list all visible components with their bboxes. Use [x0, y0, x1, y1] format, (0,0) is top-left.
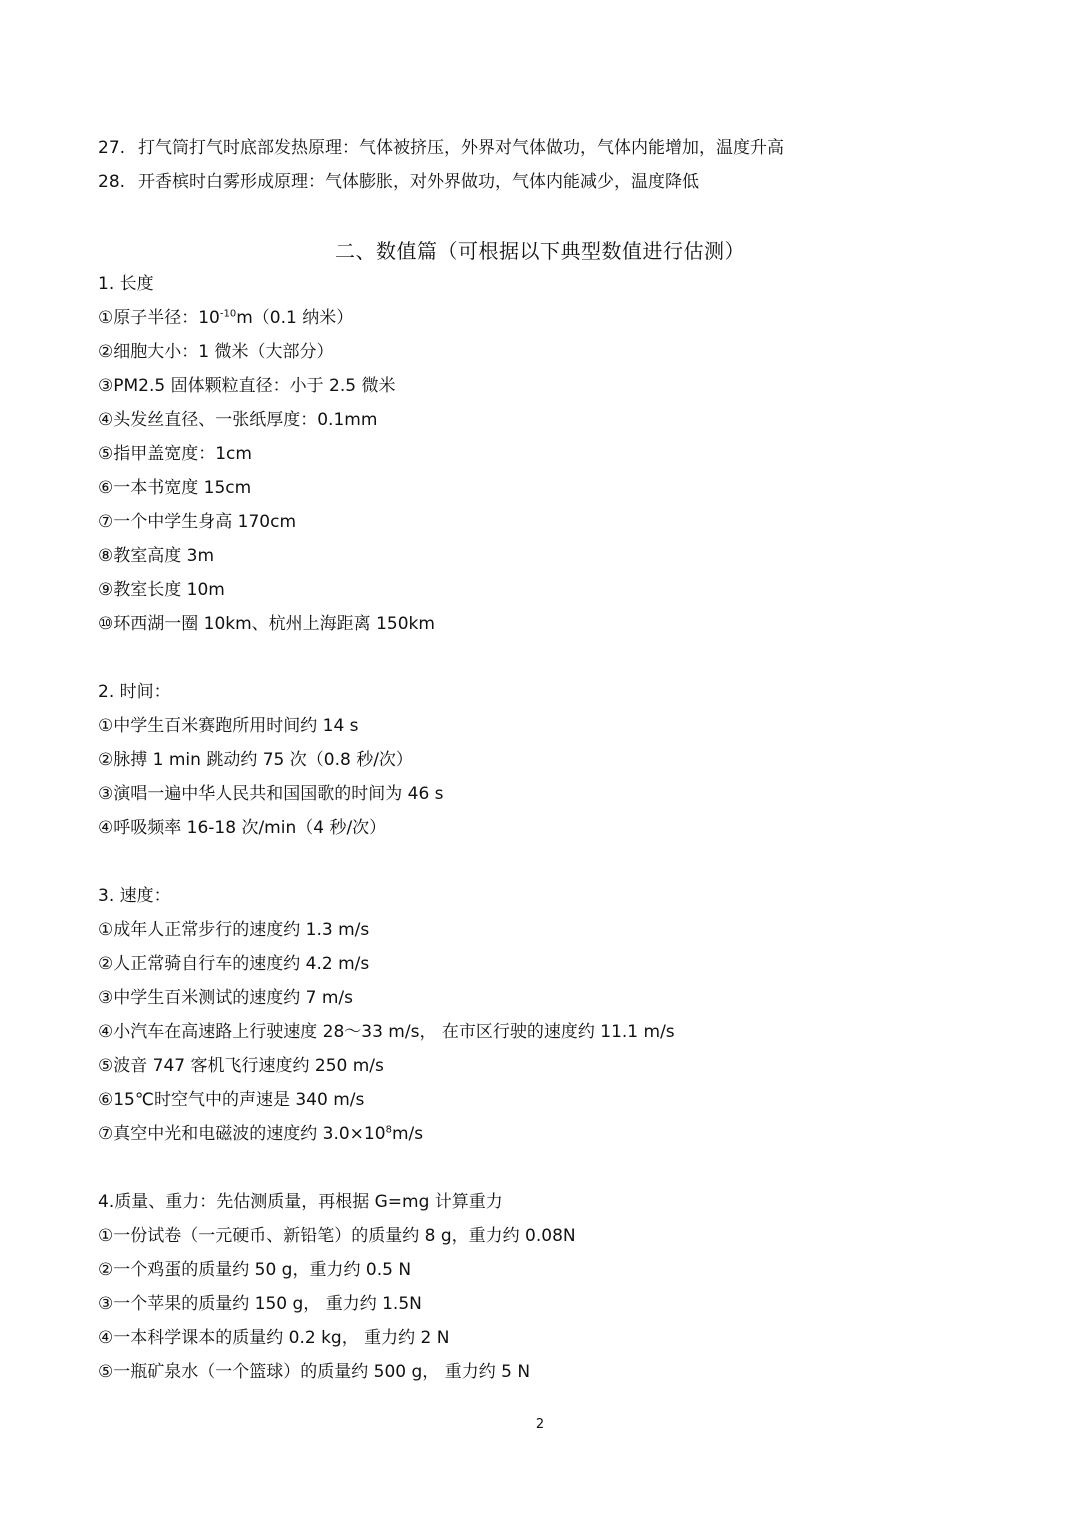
- speed-item-7-exponent: 8: [385, 1124, 392, 1136]
- mass-title: 4.质量、重力：先估测质量，再根据 G=mg 计算重力: [98, 1192, 503, 1212]
- speed-item-7: [98, 1122, 423, 1146]
- length-title: 1. 长度: [98, 274, 154, 294]
- length-item-8: ⑧教室高度 3m: [98, 546, 215, 566]
- time-item-2: ②脉搏 1 min 跳动约 75 次（0.8 秒/次）: [98, 750, 413, 770]
- mass-item-5: ⑤一瓶矿泉水（一个篮球）的质量约 500 g， 重力约 5 N: [98, 1362, 531, 1382]
- item-number: 27.: [98, 138, 126, 158]
- length-item-7: ⑦一个中学生身高 170cm: [98, 512, 296, 532]
- mass-item-4: ④一本科学课本的质量约 0.2 kg， 重力约 2 N: [98, 1328, 450, 1348]
- length-item-9: ⑨教室长度 10m: [98, 580, 225, 600]
- time-title: 2. 时间：: [98, 682, 171, 702]
- item-text: 打气筒打气时底部发热原理：气体被挤压，外界对气体做功，气体内能增加，温度升高: [138, 138, 784, 158]
- speed-item-5: ⑤波音 747 客机飞行速度约 250 m/s: [98, 1056, 384, 1076]
- mass-item-3: ③一个苹果的质量约 150 g， 重力约 1.5N: [98, 1294, 422, 1314]
- speed-item-3: ③中学生百米测试的速度约 7 m/s: [98, 988, 354, 1008]
- speed-item-2: ②人正常骑自行车的速度约 4.2 m/s: [98, 954, 370, 974]
- length-item-1-pre: ①原子半径：10: [98, 308, 220, 328]
- intro-line-28: [98, 170, 699, 194]
- page-number: 2: [535, 1417, 545, 1432]
- time-item-3: ③演唱一遍中华人民共和国国歌的时间为 46 s: [98, 784, 444, 804]
- length-item-6: ⑥一本书宽度 15cm: [98, 478, 252, 498]
- intro-line-27: [98, 136, 784, 160]
- speed-item-7-pre: ⑦真空中光和电磁波的速度约 3.0×10: [98, 1124, 386, 1144]
- speed-item-7-post: m/s: [391, 1124, 424, 1144]
- mass-item-2: ②一个鸡蛋的质量约 50 g，重力约 0.5 N: [98, 1260, 412, 1280]
- speed-item-4: ④小汽车在高速路上行驶速度 28～33 m/s， 在市区行驶的速度约 11.1 m/s: [98, 1022, 675, 1042]
- item-number: 28.: [98, 172, 126, 192]
- length-item-1: [98, 306, 353, 330]
- item-text: 开香槟时白雾形成原理：气体膨胀，对外界做功，气体内能减少，温度降低: [138, 172, 699, 192]
- length-item-2: ②细胞大小：1 微米（大部分）: [98, 342, 334, 362]
- section-heading: 二、数值篇（可根据以下典型数值进行估测）: [335, 239, 745, 263]
- length-item-3: ③PM2.5 固体颗粒直径：小于 2.5 微米: [98, 376, 396, 396]
- length-item-10: ⑩环西湖一圈 10km、杭州上海距离 150km: [98, 614, 435, 634]
- time-item-4: ④呼吸频率 16-18 次/min（4 秒/次）: [98, 818, 387, 838]
- mass-item-1: ①一份试卷（一元硬币、新铅笔）的质量约 8 g，重力约 0.08N: [98, 1226, 576, 1246]
- speed-item-1: ①成年人正常步行的速度约 1.3 m/s: [98, 920, 370, 940]
- time-item-1: ①中学生百米赛跑所用时间约 14 s: [98, 716, 359, 736]
- length-item-1-post: m（0.1 纳米）: [236, 308, 354, 328]
- speed-title: 3. 速度：: [98, 886, 171, 906]
- speed-item-6: ⑥15℃时空气中的声速是 340 m/s: [98, 1090, 365, 1110]
- length-item-1-exponent: -10: [219, 308, 237, 320]
- length-item-4: ④头发丝直径、一张纸厚度：0.1mm: [98, 410, 378, 430]
- length-item-5: ⑤指甲盖宽度：1cm: [98, 444, 252, 464]
